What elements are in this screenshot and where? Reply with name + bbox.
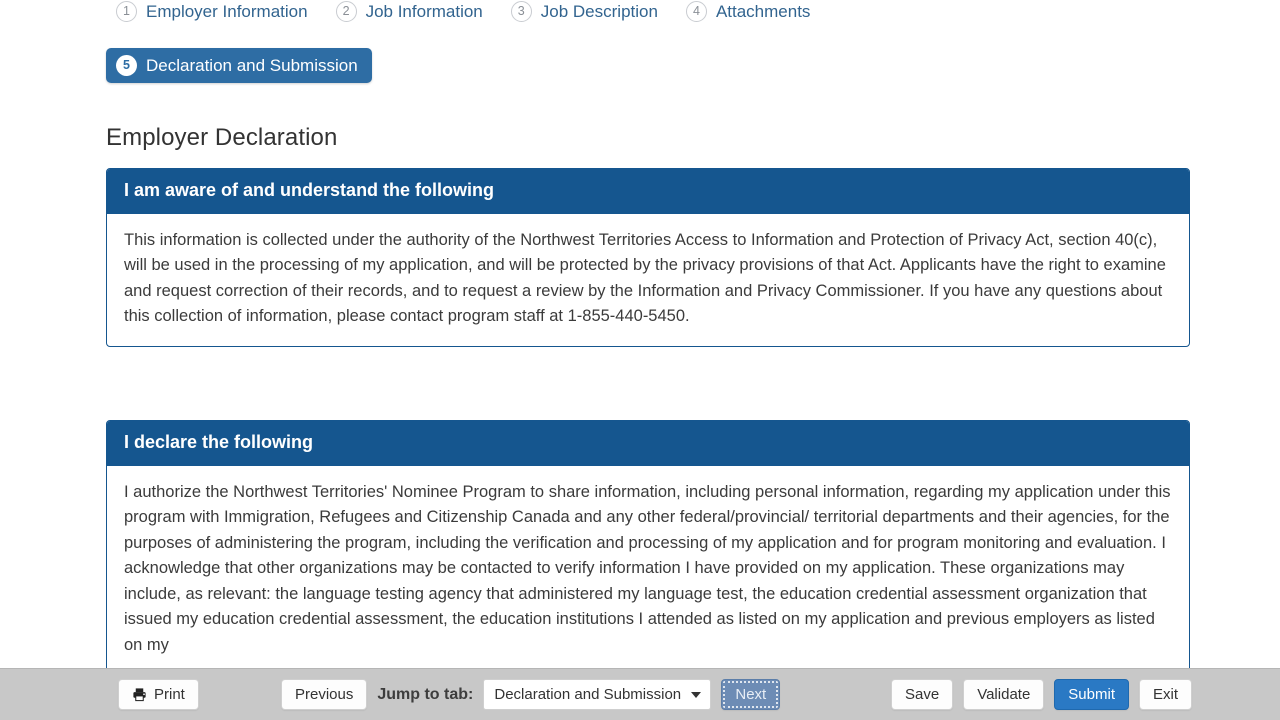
- toolbar-navigation-group: [281, 679, 780, 710]
- panel-i-declare-the-following: [106, 420, 1190, 668]
- validate-button-label: Validate: [977, 686, 1031, 703]
- step-number-badge: 2: [336, 1, 357, 22]
- panel-body-text: I authorize the Northwest Territories' Nominee Program to share information, including personal information, regarding my application under this program with Immigration, Refugees and Citizenship Canada and any other federal/provincial/ territorial departments and their agencies, for the purposes of administering the program, including the verification and processing of my application and for program monitoring and evaluation. I acknowledge that other organizations may be contacted to verify information I have provided on my application. These organizations may include, as relevant: the language testing agency that administered my language test, the education credential assessment organization that issued my education credential assessment, the education institutions I attended as listed on my application and previous employers as listed on my: [124, 482, 1171, 654]
- step-tab-label: Job Information: [365, 1, 483, 21]
- submit-button[interactable]: [1054, 679, 1129, 710]
- toolbar-action-group: [891, 679, 1192, 710]
- step-tab-attachments[interactable]: [676, 0, 825, 29]
- print-button-label: Print: [154, 686, 185, 703]
- step-tab-label: Declaration and Submission: [146, 55, 358, 75]
- previous-button[interactable]: [281, 679, 367, 710]
- bottom-toolbar: [0, 668, 1280, 720]
- previous-button-label: Previous: [295, 686, 354, 703]
- page-title: Employer Declaration: [106, 124, 338, 151]
- step-tabs: [106, 0, 1196, 29]
- chevron-down-icon: [691, 692, 701, 698]
- jump-to-tab-label: Jump to tab:: [377, 685, 474, 703]
- exit-button-label: Exit: [1152, 686, 1178, 703]
- step-number-badge: 1: [116, 1, 137, 22]
- step-tab-job-information[interactable]: [326, 0, 497, 29]
- step-number-badge: 5: [116, 55, 137, 76]
- next-button-label: Next: [735, 686, 767, 703]
- panel-aware-and-understand: [106, 168, 1190, 347]
- validate-button[interactable]: [963, 679, 1044, 710]
- panel-body: [107, 214, 1189, 346]
- toolbar-left-group: [118, 679, 199, 710]
- step-tab-job-description[interactable]: [501, 0, 672, 29]
- exit-button[interactable]: [1139, 679, 1192, 710]
- print-button[interactable]: [118, 679, 199, 710]
- next-button[interactable]: [721, 679, 780, 710]
- panel-body-text: This information is collected under the authority of the Northwest Territories Access to Information and Protection of Privacy Act, section 40(c), will be used in the processing of my application, and will be protected by the privacy provisions of that Act. Applicants have the right to examine and request correction of their records, and to request a review by the Information and Privacy Commissioner. If you have any questions about this collection of information, please contact program staff at 1-855-440-5450.: [124, 230, 1166, 326]
- submit-button-label: Submit: [1068, 686, 1115, 703]
- step-number-badge: 4: [686, 1, 707, 22]
- panel-heading: I declare the following: [107, 421, 1189, 466]
- jump-to-tab-selected-value: Declaration and Submission: [494, 686, 682, 703]
- step-tab-label: Attachments: [715, 1, 811, 21]
- step-tab-declaration-and-submission[interactable]: [106, 48, 372, 83]
- step-tab-label: Employer Information: [146, 1, 308, 21]
- printer-icon: [132, 687, 147, 702]
- step-tab-employer-information[interactable]: [106, 0, 322, 29]
- jump-to-tab-select[interactable]: [483, 679, 711, 710]
- step-tabs-row-1: [106, 0, 1196, 29]
- save-button-label: Save: [905, 686, 940, 703]
- step-tabs-row-2: [106, 48, 376, 83]
- save-button[interactable]: [891, 679, 953, 710]
- panel-heading: I am aware of and understand the following: [107, 169, 1189, 214]
- toolbar-inner: [0, 669, 1280, 720]
- step-number-badge: 3: [511, 1, 532, 22]
- step-tab-label: Job Description: [540, 1, 658, 21]
- panel-body: [107, 466, 1189, 668]
